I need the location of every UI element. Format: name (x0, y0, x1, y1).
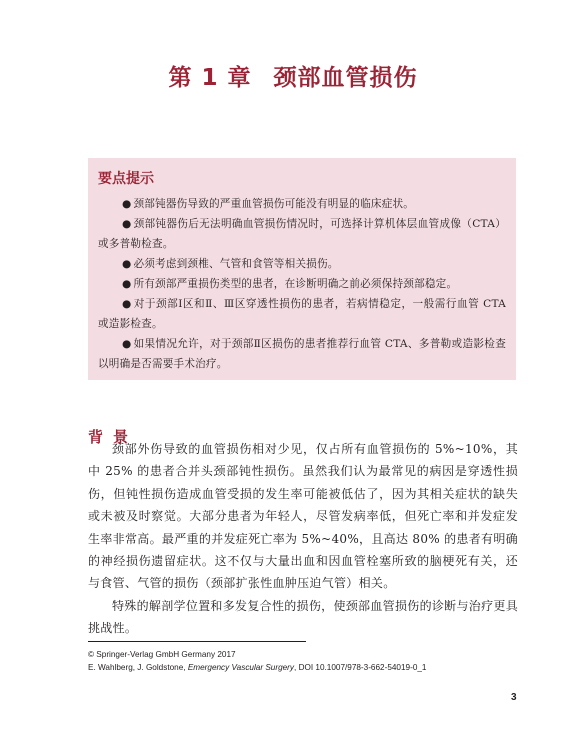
body-paragraph: 颈部外伤导致的血管损伤相对少见，仅占所有血管损伤的 5%~10%，其中 25% 的患者合并头颈部钝性损伤。虽然我们认为最常见的病因是穿透性损伤，但钝性损伤造成血管受损的发生率可能被低估了，因为其相关症状的缺失或未被及时察觉。大部分患者为年轻人，尽管发病率低，但死亡率和并发症发生率非常高。最严重的并发症死亡率为 5%~40%，且高达 80% 的患者有明确的神经损伤遗留症状。这不仅与大量出血和因血管栓塞所致的脑梗死有关，还与食管、气管的损伤（颈部扩张性血肿压迫气管）相关。 (88, 442, 518, 591)
section-heading: 背景 (88, 428, 139, 447)
footnote-divider (88, 641, 306, 642)
bullet-icon: ● (122, 198, 132, 210)
chapter-number: 第 1 章 (168, 65, 252, 92)
key-point-item: ● 所有颈部严重损伤类型的患者，在诊断明确之前必须保持颈部稳定。 (122, 278, 458, 290)
chapter-title (0, 59, 586, 92)
bullet-icon: ● (122, 218, 132, 230)
footnote (88, 648, 528, 674)
book-title: Emergency Vascular Surgery (187, 663, 295, 672)
citation-line: E. Wahlberg, J. Goldstone, Emergency Vascular Surgery, DOI 10.1007/978-3-662-54019-0_1 (88, 663, 427, 672)
key-point-item: ● 颈部钝器伤后无法明确血管损伤情况时，可选择计算机体层血管成像（CTA）或多普勒检查。 (98, 218, 506, 250)
bullet-icon: ● (122, 278, 132, 290)
bullet-icon: ● (122, 258, 132, 270)
bullet-icon: ● (122, 338, 132, 350)
key-point-item: ● 如果情况允许，对于颈部Ⅱ区损伤的患者推荐行血管 CTA、多普勒或造影检查以明确是否需要手术治疗。 (98, 338, 506, 370)
key-point-item: ● 颈部钝器伤导致的严重血管损伤可能没有明显的临床症状。 (122, 198, 415, 210)
key-points-heading: 要点提示 (98, 171, 154, 187)
key-point-item: ● 对于颈部Ⅰ区和Ⅱ、Ⅲ区穿透性损伤的患者，若病情稳定，一般需行血管 CTA 或造影检查。 (98, 298, 506, 330)
bullet-icon: ● (122, 298, 132, 310)
chapter-name: 颈部血管损伤 (273, 65, 418, 92)
key-points-box (88, 158, 516, 380)
body-paragraph: 特殊的解剖学位置和多发复合性的损伤，使颈部血管损伤的诊断与治疗更具挑战性。 (88, 598, 518, 636)
copyright-line: © Springer-Verlag GmbH Germany 2017 (88, 650, 236, 659)
body-text (88, 438, 518, 640)
page-number: 3 (511, 692, 517, 703)
key-point-item: ● 必须考虑到颈椎、气管和食管等相关损伤。 (122, 258, 339, 270)
